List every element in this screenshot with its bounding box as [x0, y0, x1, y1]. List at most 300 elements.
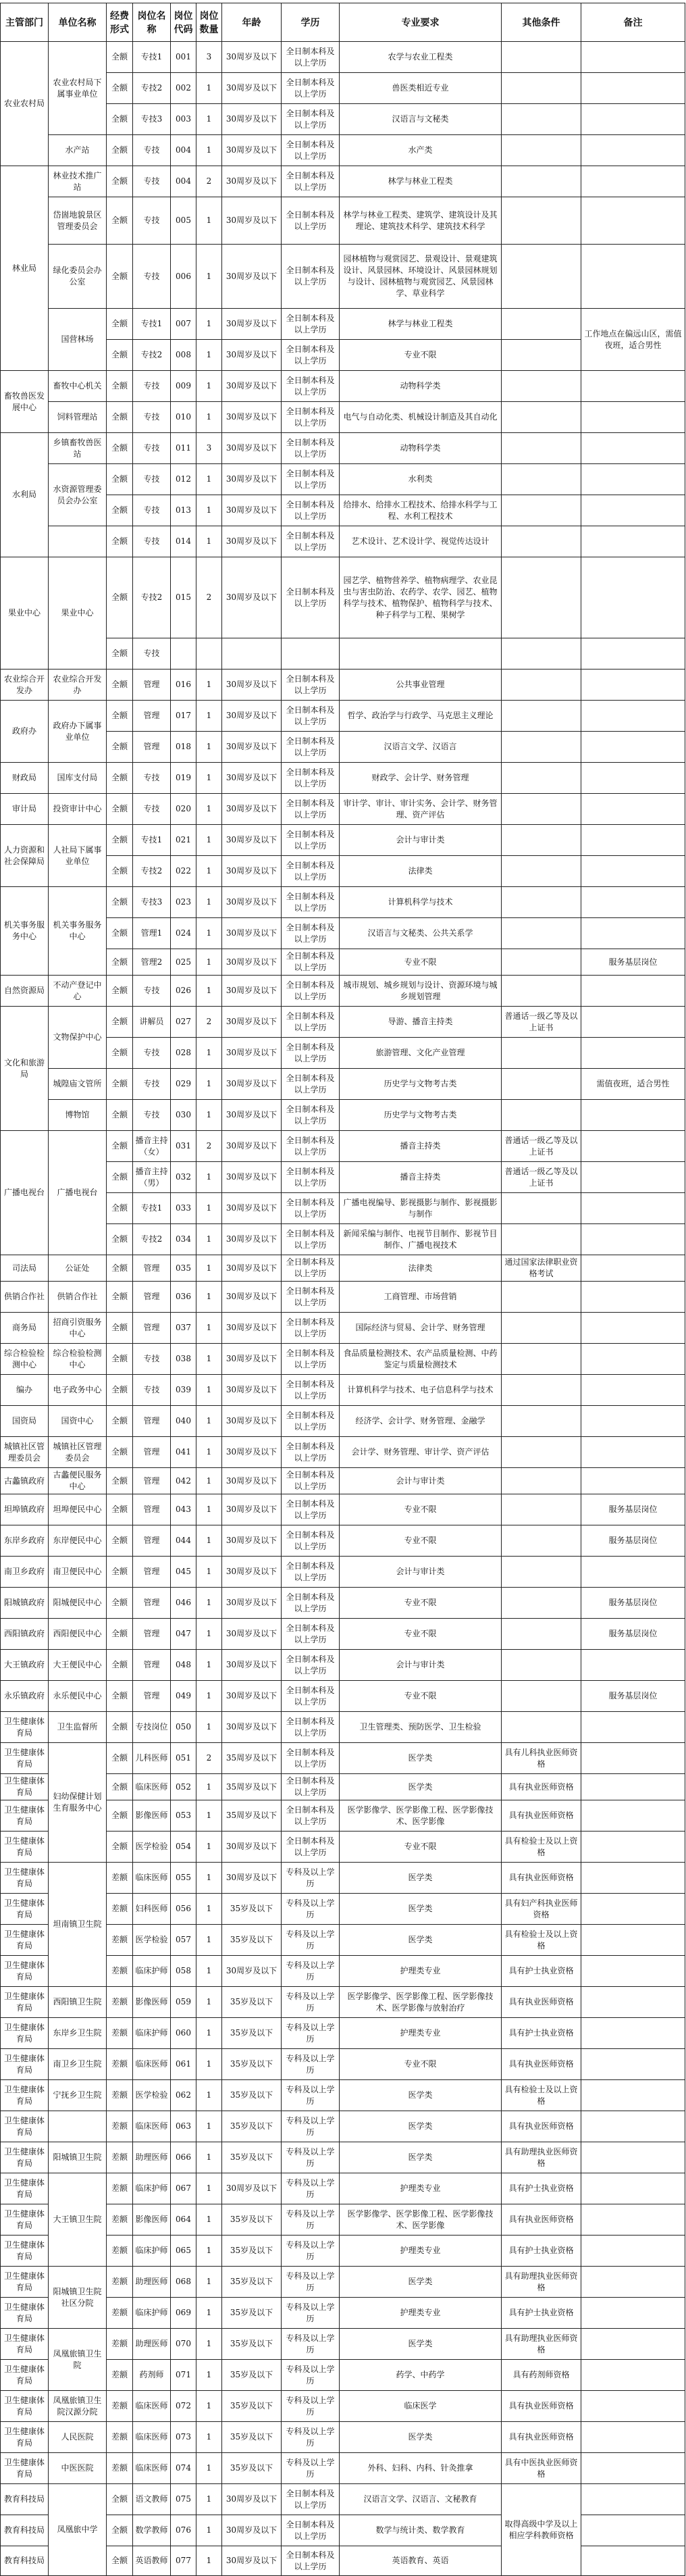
- table-cell: 绿化委员会办公室: [49, 245, 107, 309]
- table-cell: [581, 1162, 685, 1193]
- table-cell: 哲学、政治学与行政学、马克思主义理论: [340, 701, 502, 732]
- table-cell: 计算机科学与技术: [340, 887, 502, 918]
- table-cell: 全日制本科及以上学历: [282, 1162, 340, 1193]
- table-cell: 全日制本科及以上学历: [282, 1832, 340, 1863]
- table-cell: 专技1: [133, 309, 171, 340]
- table-cell: [340, 638, 502, 670]
- table-cell: 差额: [107, 2080, 133, 2111]
- table-cell: 1: [196, 825, 222, 856]
- table-cell: 具有护士执业资格: [502, 2298, 581, 2329]
- table-cell: 全日制本科及以上学历: [282, 557, 340, 638]
- table-cell: 专技3: [133, 887, 171, 918]
- table-cell: [502, 464, 581, 495]
- table-row: [1, 1069, 685, 1100]
- table-cell: 播音主持类: [340, 1131, 502, 1162]
- table-cell: 1: [196, 197, 222, 245]
- table-row: [1, 1494, 685, 1525]
- table-cell: 国库支付局: [49, 763, 107, 794]
- table-cell: [581, 1437, 685, 1468]
- table-cell: 35岁及以下: [222, 2236, 282, 2267]
- table-cell: 006: [171, 245, 196, 309]
- header-post-code: 岗位代码: [171, 3, 196, 42]
- table-cell: 全额: [107, 1557, 133, 1588]
- header-major: 专业要求: [340, 3, 502, 42]
- table-cell: [502, 135, 581, 166]
- table-cell: 卫生健康体育局: [1, 2453, 49, 2484]
- table-cell: [581, 2267, 685, 2298]
- table-cell: 阳城镇政府: [1, 1588, 49, 1619]
- table-cell: 数学教师: [133, 2515, 171, 2546]
- table-cell: 048: [171, 1650, 196, 1681]
- table-cell: 专业不限: [340, 1832, 502, 1863]
- table-cell: 供销合作社: [1, 1282, 49, 1313]
- table-cell: 065: [171, 2236, 196, 2267]
- table-cell: [502, 1681, 581, 1712]
- table-cell: 30周岁及以下: [222, 309, 282, 340]
- table-cell: 专技1: [133, 1193, 171, 1224]
- table-cell: 060: [171, 2018, 196, 2049]
- table-cell: [581, 2080, 685, 2111]
- table-cell: 全日制本科及以上学历: [282, 1557, 340, 1588]
- table-cell: 020: [171, 794, 196, 825]
- table-cell: 30周岁及以下: [222, 1619, 282, 1650]
- table-cell: 1: [196, 976, 222, 1007]
- table-cell: 畜牧中心机关: [49, 371, 107, 402]
- table-cell: 全额: [107, 464, 133, 495]
- table-cell: 专科及以上学历: [282, 2142, 340, 2173]
- table-cell: [581, 2329, 685, 2360]
- table-cell: 1: [196, 1650, 222, 1681]
- table-cell: 管理: [133, 1650, 171, 1681]
- table-cell: 旅游管理、文化产业管理: [340, 1038, 502, 1069]
- table-cell: 卫生健康体育局: [1, 2329, 49, 2360]
- table-cell: [502, 371, 581, 402]
- table-cell: 1: [196, 2142, 222, 2173]
- table-cell: 专技1: [133, 825, 171, 856]
- table-cell: 全额: [107, 1375, 133, 1406]
- table-cell: 会计学、财务管理、审计学、资产评估: [340, 1437, 502, 1468]
- table-cell: 全额: [107, 1224, 133, 1255]
- table-cell: [581, 1224, 685, 1255]
- table-cell: 医学影像学、医学影像工程、医学影像技术、医学影像与放射治疗: [340, 1987, 502, 2018]
- table-cell: 大王便民中心: [49, 1650, 107, 1681]
- table-cell: 全日制本科及以上学历: [282, 732, 340, 763]
- table-cell: 医学类: [340, 1743, 502, 1774]
- table-cell: 1: [196, 1069, 222, 1100]
- table-cell: 审计局: [1, 794, 49, 825]
- table-cell: 卫生管理类、预防医学、卫生检验: [340, 1712, 502, 1743]
- table-row: [1, 2391, 685, 2422]
- table-cell: 具有检验士及以上资格: [502, 1832, 581, 1863]
- table-cell: [502, 1375, 581, 1406]
- table-cell: 专技2: [133, 73, 171, 104]
- table-cell: 临床护师: [133, 2018, 171, 2049]
- table-cell: [581, 794, 685, 825]
- table-cell: 2: [196, 1007, 222, 1038]
- table-cell: [502, 1100, 581, 1131]
- table-cell: 029: [171, 1069, 196, 1100]
- table-cell: 专技2: [133, 1224, 171, 1255]
- table-cell: 046: [171, 1588, 196, 1619]
- table-cell: 坦埠镇政府: [1, 1494, 49, 1525]
- table-cell: 卫生健康体育局: [1, 1774, 49, 1800]
- table-cell: 018: [171, 732, 196, 763]
- table-cell: 需值夜班，适合男性: [581, 1069, 685, 1100]
- table-cell: 卫生健康体育局: [1, 2142, 49, 2173]
- table-cell: 东岸乡卫生院: [49, 2018, 107, 2049]
- table-cell: 全额: [107, 1712, 133, 1743]
- table-row: [1, 1100, 685, 1131]
- table-cell: [502, 73, 581, 104]
- table-cell: 35岁及以下: [222, 2267, 282, 2298]
- table-cell: 1: [196, 2204, 222, 2236]
- table-cell: 临床医师: [133, 2391, 171, 2422]
- table-cell: 062: [171, 2080, 196, 2111]
- table-cell: 2: [196, 557, 222, 638]
- table-cell: 全额: [107, 1774, 133, 1800]
- table-cell: 果业中心: [1, 557, 49, 670]
- table-cell: [581, 2236, 685, 2267]
- table-row: [1, 2142, 685, 2173]
- table-cell: 全日制本科及以上学历: [282, 1525, 340, 1557]
- table-cell: 全日制本科及以上学历: [282, 976, 340, 1007]
- table-cell: 专科及以上学历: [282, 1894, 340, 1925]
- table-cell: 全日制本科及以上学历: [282, 794, 340, 825]
- table-cell: 1: [196, 1255, 222, 1282]
- table-cell: [581, 2515, 685, 2546]
- table-header-row: [1, 3, 685, 42]
- table-cell: 具有执业医师资格: [502, 2049, 581, 2080]
- table-cell: 全额: [107, 1255, 133, 1282]
- table-cell: 067: [171, 2173, 196, 2204]
- table-cell: 1: [196, 2236, 222, 2267]
- table-cell: 全额: [107, 402, 133, 433]
- table-cell: 兽医类相近专业: [340, 73, 502, 104]
- table-cell: 1: [196, 1313, 222, 1344]
- table-row: [1, 1437, 685, 1468]
- table-cell: 卫生健康体育局: [1, 2173, 49, 2204]
- table-cell: [502, 1619, 581, 1650]
- table-cell: 专技1: [133, 42, 171, 73]
- table-cell: 护理类专业: [340, 1956, 502, 1987]
- table-cell: 历史学与文物考古类: [340, 1069, 502, 1100]
- table-cell: [502, 794, 581, 825]
- table-cell: 30周岁及以下: [222, 1494, 282, 1525]
- table-cell: 自然资源局: [1, 976, 49, 1007]
- table-cell: 1: [196, 1193, 222, 1224]
- table-cell: 综合检验检测中心: [1, 1344, 49, 1375]
- table-cell: 1: [196, 526, 222, 557]
- table-cell: 专技: [133, 526, 171, 557]
- table-cell: 全额: [107, 340, 133, 371]
- header-post-name: 岗位名称: [133, 3, 171, 42]
- table-cell: 城镇社区管理委员会: [49, 1437, 107, 1468]
- table-cell: 专科及以上学历: [282, 2173, 340, 2204]
- table-cell: [502, 1069, 581, 1100]
- table-cell: 全额: [107, 309, 133, 340]
- table-cell: 药剂师: [133, 2360, 171, 2391]
- table-cell: 055: [171, 1863, 196, 1894]
- table-cell: [581, 1557, 685, 1588]
- table-cell: 服务基层岗位: [581, 1681, 685, 1712]
- table-cell: 004: [171, 135, 196, 166]
- table-cell: 汉语言文学、汉语言: [340, 732, 502, 763]
- table-cell: 005: [171, 197, 196, 245]
- table-cell: 专科及以上学历: [282, 2391, 340, 2422]
- table-cell: 068: [171, 2267, 196, 2298]
- table-cell: 35岁及以下: [222, 2360, 282, 2391]
- table-cell: 30周岁及以下: [222, 732, 282, 763]
- table-cell: 具有执业医师资格: [502, 2111, 581, 2142]
- table-cell: 056: [171, 1894, 196, 1925]
- table-cell: [581, 1344, 685, 1375]
- table-cell: 护理类专业: [340, 2018, 502, 2049]
- table-cell: 30周岁及以下: [222, 701, 282, 732]
- table-cell: 008: [171, 340, 196, 371]
- table-cell: 政府办: [1, 701, 49, 763]
- table-cell: 具有执业医师资格: [502, 1987, 581, 2018]
- table-cell: [502, 557, 581, 638]
- table-cell: 专技: [133, 976, 171, 1007]
- table-cell: [581, 557, 685, 638]
- table-cell: 专技: [133, 1344, 171, 1375]
- table-cell: 专科及以上学历: [282, 2018, 340, 2049]
- table-cell: 全日制本科及以上学历: [282, 1494, 340, 1525]
- table-cell: 2: [196, 1131, 222, 1162]
- table-cell: 30周岁及以下: [222, 825, 282, 856]
- table-cell: 差额: [107, 2204, 133, 2236]
- table-row: [1, 1131, 685, 1162]
- table-cell: [502, 402, 581, 433]
- table-cell: 管理: [133, 1525, 171, 1557]
- header-remarks: 备注: [581, 3, 685, 42]
- table-cell: 30周岁及以下: [222, 464, 282, 495]
- table-cell: [502, 918, 581, 949]
- table-cell: 服务基层岗位: [581, 949, 685, 976]
- table-cell: 专技岗位: [133, 1712, 171, 1743]
- table-cell: [502, 1494, 581, 1525]
- table-cell: 1: [196, 2329, 222, 2360]
- table-cell: 专科及以上学历: [282, 2453, 340, 2484]
- table-cell: [581, 464, 685, 495]
- table-cell: 西阳便民中心: [49, 1619, 107, 1650]
- table-cell: 全日制本科及以上学历: [282, 701, 340, 732]
- table-cell: 具有药剂师资格: [502, 2360, 581, 2391]
- table-cell: 管理: [133, 1313, 171, 1344]
- table-cell: [581, 2453, 685, 2484]
- table-cell: 阳城便民中心: [49, 1588, 107, 1619]
- table-cell: 专技: [133, 1100, 171, 1131]
- table-cell: 专技: [133, 135, 171, 166]
- table-cell: 全日制本科及以上学历: [282, 1681, 340, 1712]
- table-cell: 卫生健康体育局: [1, 2080, 49, 2111]
- table-cell: 051: [171, 1743, 196, 1774]
- table-cell: 全额: [107, 197, 133, 245]
- table-cell: 播音主持（女）: [133, 1131, 171, 1162]
- table-cell: 商务局: [1, 1313, 49, 1344]
- table-cell: 010: [171, 402, 196, 433]
- table-cell: 全额: [107, 701, 133, 732]
- table-row: [1, 1375, 685, 1406]
- table-cell: 助理医师: [133, 2142, 171, 2173]
- table-cell: [581, 825, 685, 856]
- table-cell: 服务基层岗位: [581, 1619, 685, 1650]
- table-cell: 专业不限: [340, 1681, 502, 1712]
- table-cell: [222, 638, 282, 670]
- table-cell: 全额: [107, 825, 133, 856]
- table-cell: 052: [171, 1774, 196, 1800]
- table-cell: 临床医师: [133, 1863, 171, 1894]
- table-cell: 全额: [107, 1681, 133, 1712]
- table-cell: [502, 1650, 581, 1681]
- table-cell: 全额: [107, 1344, 133, 1375]
- table-cell: 国资局: [1, 1406, 49, 1437]
- table-cell: 全日制本科及以上学历: [282, 2546, 340, 2576]
- table-cell: [581, 2360, 685, 2391]
- table-cell: 全额: [107, 1007, 133, 1038]
- table-cell: 35岁及以下: [222, 2391, 282, 2422]
- table-cell: 35岁及以下: [222, 2142, 282, 2173]
- table-cell: 水产类: [340, 135, 502, 166]
- table-cell: 专技: [133, 495, 171, 526]
- table-cell: 会计与审计类: [340, 825, 502, 856]
- table-cell: 004: [171, 166, 196, 197]
- table-cell: 全日制本科及以上学历: [282, 1255, 340, 1282]
- table-cell: 专业不限: [340, 1494, 502, 1525]
- table-cell: 全额: [107, 73, 133, 104]
- table-cell: [581, 2018, 685, 2049]
- table-cell: [581, 1468, 685, 1494]
- table-cell: 专技: [133, 1069, 171, 1100]
- table-row: [1, 1525, 685, 1557]
- table-cell: 水利类: [340, 464, 502, 495]
- table-cell: 30周岁及以下: [222, 197, 282, 245]
- table-cell: 1: [196, 309, 222, 340]
- table-cell: 西阳镇卫生院: [49, 1987, 107, 2018]
- table-cell: 具有中医执业医师资格: [502, 2453, 581, 2484]
- table-cell: 1: [196, 1162, 222, 1193]
- table-cell: 给排水、给排水工程技术、给排水科学与工程、水利工程技术: [340, 495, 502, 526]
- table-row: [1, 1863, 685, 1894]
- table-cell: 30周岁及以下: [222, 1588, 282, 1619]
- table-cell: 历史学与文物考古类: [340, 1100, 502, 1131]
- table-cell: 具有助理执业医师资格: [502, 2142, 581, 2173]
- table-cell: [581, 1774, 685, 1800]
- table-cell: 南卫乡政府: [1, 1557, 49, 1588]
- table-cell: 卫生健康体育局: [1, 1925, 49, 1956]
- table-cell: [502, 1588, 581, 1619]
- table-cell: [49, 2111, 107, 2142]
- table-cell: 058: [171, 1956, 196, 1987]
- table-cell: 林业技术推广站: [49, 166, 107, 197]
- table-cell: 30周岁及以下: [222, 1525, 282, 1557]
- table-cell: 服务基层岗位: [581, 1525, 685, 1557]
- table-cell: [581, 1956, 685, 1987]
- table-cell: 临床医师: [133, 2111, 171, 2142]
- table-row: [1, 763, 685, 794]
- table-cell: 全日制本科及以上学历: [282, 309, 340, 340]
- table-cell: 影像医师: [133, 1987, 171, 2018]
- table-cell: 专技2: [133, 856, 171, 887]
- table-cell: 023: [171, 887, 196, 918]
- table-cell: 1: [196, 794, 222, 825]
- table-cell: 30周岁及以下: [222, 1007, 282, 1038]
- table-cell: 管理: [133, 1406, 171, 1437]
- table-cell: 医学类: [340, 1863, 502, 1894]
- table-cell: 水利局: [1, 433, 49, 557]
- table-cell: [581, 2484, 685, 2515]
- table-cell: 永乐镇政府: [1, 1681, 49, 1712]
- table-cell: [581, 1894, 685, 1925]
- table-cell: 30周岁及以下: [222, 1224, 282, 1255]
- table-cell: 财政局: [1, 763, 49, 794]
- table-cell: 全日制本科及以上学历: [282, 670, 340, 701]
- table-cell: 全额: [107, 976, 133, 1007]
- table-cell: 1: [196, 2298, 222, 2329]
- table-cell: 全额: [107, 104, 133, 135]
- table-cell: 1: [196, 2546, 222, 2576]
- table-cell: 1: [196, 1832, 222, 1863]
- table-cell: 30周岁及以下: [222, 1282, 282, 1313]
- table-cell: [49, 526, 107, 557]
- table-cell: 1: [196, 1406, 222, 1437]
- table-cell: 林学与林业工程类: [340, 309, 502, 340]
- table-cell: 1: [196, 1375, 222, 1406]
- table-cell: 差额: [107, 2173, 133, 2204]
- table-cell: 30周岁及以下: [222, 135, 282, 166]
- table-cell: 全日制本科及以上学历: [282, 1712, 340, 1743]
- table-cell: 畜牧兽医发展中心: [1, 371, 49, 433]
- table-cell: [581, 42, 685, 73]
- table-cell: 全额: [107, 1832, 133, 1863]
- table-cell: 1: [196, 1681, 222, 1712]
- table-cell: 全额: [107, 887, 133, 918]
- table-cell: 35岁及以下: [222, 2298, 282, 2329]
- table-cell: 30周岁及以下: [222, 495, 282, 526]
- table-cell: 30周岁及以下: [222, 1038, 282, 1069]
- table-cell: 专业不限: [340, 340, 502, 371]
- table-cell: [581, 1987, 685, 2018]
- table-cell: 招商引资服务中心: [49, 1313, 107, 1344]
- table-cell: 077: [171, 2546, 196, 2576]
- table-cell: [581, 638, 685, 670]
- table-cell: 语文教师: [133, 2484, 171, 2515]
- table-cell: 具有护士执业资格: [502, 2173, 581, 2204]
- table-cell: 全日制本科及以上学历: [282, 1069, 340, 1100]
- table-cell: 1: [196, 2484, 222, 2515]
- table-cell: 全额: [107, 557, 133, 638]
- table-cell: [581, 2111, 685, 2142]
- table-cell: 059: [171, 1987, 196, 2018]
- table-row: [1, 1987, 685, 2018]
- table-cell: 1: [196, 2360, 222, 2391]
- table-cell: 专科及以上学历: [282, 1956, 340, 1987]
- table-cell: 2: [196, 1743, 222, 1774]
- table-cell: [502, 887, 581, 918]
- table-cell: 医学类: [340, 2142, 502, 2173]
- table-cell: 卫生健康体育局: [1, 1832, 49, 1863]
- table-cell: 1: [196, 495, 222, 526]
- table-cell: 30周岁及以下: [222, 1468, 282, 1494]
- table-cell: 城隍庙文管所: [49, 1069, 107, 1100]
- table-row: [1, 2484, 685, 2515]
- table-cell: 差额: [107, 2236, 133, 2267]
- table-cell: 047: [171, 1619, 196, 1650]
- table-cell: 临床护师: [133, 2173, 171, 2204]
- table-cell: 30周岁及以下: [222, 2515, 282, 2546]
- table-cell: 073: [171, 2422, 196, 2453]
- table-cell: 002: [171, 73, 196, 104]
